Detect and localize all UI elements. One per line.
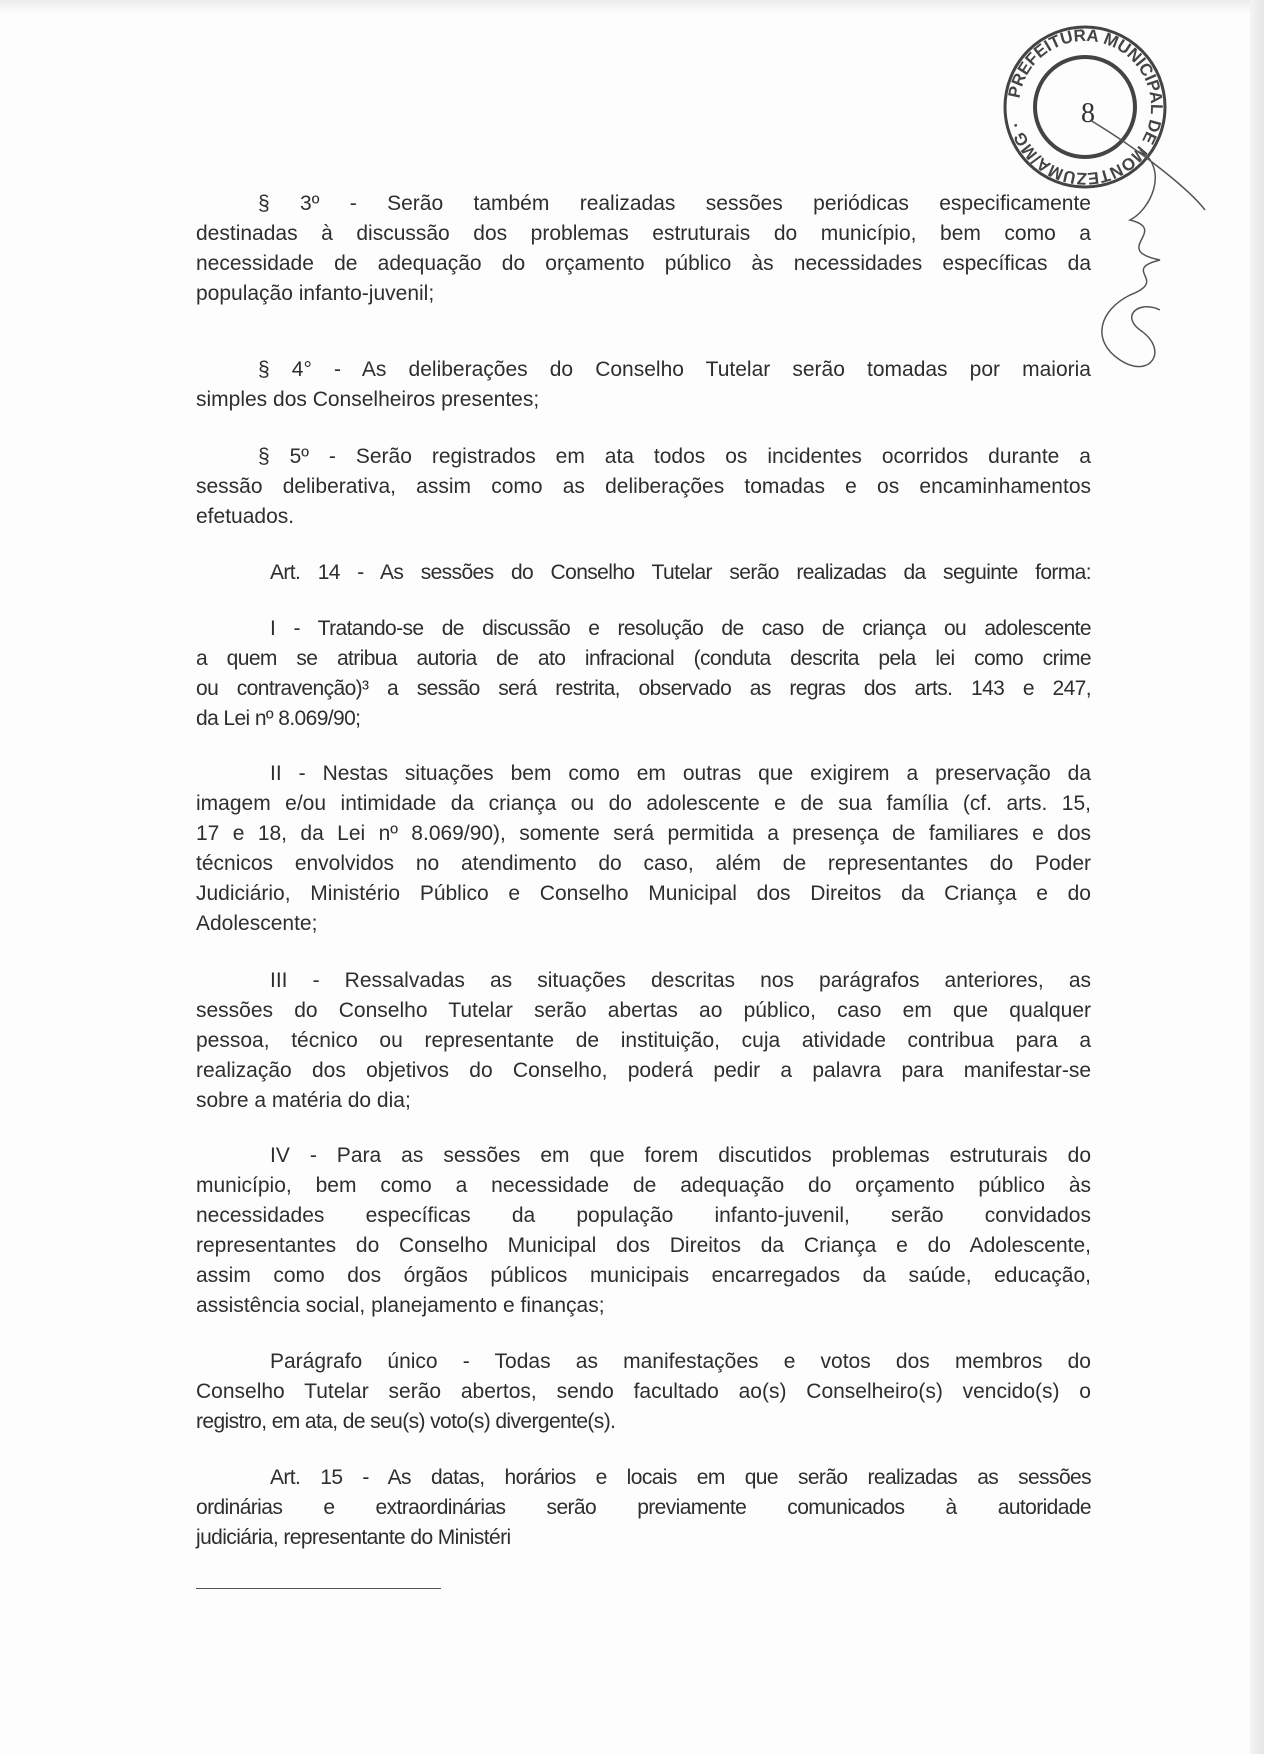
svg-text:PREFEITURA MUNICIPAL DE MONTEZ: PREFEITURA MUNICIPAL DE MONTEZUMA/MG · (1004, 25, 1167, 189)
text-line: representantes do Conselho Municipal dos Direitos da Criança e do Adolescente, (196, 1234, 1091, 1257)
text-line: Adolescente; (196, 912, 318, 935)
text-line: registro, em ata, de seu(s) voto(s) divergente(s). (196, 1410, 616, 1433)
text-line: população infanto-juvenil; (196, 282, 435, 305)
text-line: pessoa, técnico ou representante de instituição, cuja atividade contribua para a (196, 1029, 1091, 1052)
text-line: sobre a matéria do dia; (196, 1089, 411, 1112)
text-line: 17 e 18, da Lei nº 8.069/90), somente será permitida a presença de familiares e dos (196, 822, 1091, 845)
scan-top-edge (0, 0, 1264, 12)
text-line: da Lei nº 8.069/90; (196, 707, 361, 730)
article-15 (196, 1463, 1091, 1553)
text-line: simples dos Conselheiros presentes; (196, 388, 540, 411)
scan-right-edge (1250, 0, 1264, 1754)
text-line: sessão deliberativa, assim como as deliberações tomadas e os encaminhamentos (196, 475, 1091, 498)
text-line: ordinárias e extraordinárias serão previamente comunicados à autoridade (196, 1496, 1091, 1519)
text-line: § 3º - Serão também realizadas sessões periódicas especificamente (258, 192, 1091, 215)
text-line: município, bem como a necessidade de adequação do orçamento público às (196, 1174, 1091, 1197)
text-line: ou contravenção)³ a sessão será restrita, observado as regras dos arts. 143 e 247, (196, 677, 1091, 700)
text-line: Art. 15 - As datas, horários e locais em que serão realizadas as sessões (270, 1466, 1091, 1489)
text-line: Conselho Tutelar serão abertos, sendo facultado ao(s) Conselheiro(s) vencido(s) o (196, 1380, 1091, 1403)
text-line: sessões do Conselho Tutelar serão abertas ao público, caso em que qualquer (196, 999, 1091, 1022)
text-line: judiciária, representante do Ministéri (196, 1526, 511, 1549)
page-number: 8 (1081, 98, 1095, 129)
text-line: IV - Para as sessões em que forem discutidos problemas estruturais do (270, 1144, 1091, 1167)
text-line: necessidade de adequação do orçamento público às necessidades específicas da (196, 252, 1091, 275)
text-line: I - Tratando-se de discussão e resolução de caso de criança ou adolescente (270, 617, 1091, 640)
text-line: técnicos envolvidos no atendimento do caso, além de representantes do Poder (196, 852, 1091, 875)
item-3 (196, 966, 1091, 1116)
item-1 (196, 614, 1091, 734)
paragraph-3 (196, 189, 1091, 309)
handwritten-signature (1080, 110, 1210, 390)
text-line: destinadas à discussão dos problemas estruturais do município, bem como a (196, 222, 1091, 245)
paragraph-4 (196, 355, 1091, 415)
footnote-separator (196, 1588, 441, 1589)
text-line: III - Ressalvadas as situações descritas nos parágrafos anteriores, as (270, 969, 1091, 992)
text-line: § 4° - As deliberações do Conselho Tutelar serão tomadas por maioria (258, 358, 1091, 381)
text-line: efetuados. (196, 505, 295, 528)
sole-paragraph (196, 1347, 1091, 1437)
text-line: II - Nestas situações bem como em outras que exigirem a preservação da (270, 762, 1091, 785)
text-line: § 5º - Serão registrados em ata todos os incidentes ocorridos durante a (258, 445, 1091, 468)
text-line: imagem e/ou intimidade da criança ou do adolescente e de sua família (cf. arts. 15, (196, 792, 1091, 815)
text-line: Art. 14 - As sessões do Conselho Tutelar serão realizadas da seguinte forma: (270, 561, 1091, 584)
item-4 (196, 1141, 1091, 1321)
text-line: assim como dos órgãos públicos municipais encarregados da saúde, educação, (196, 1264, 1091, 1287)
text-line: Parágrafo único - Todas as manifestações e votos dos membros do (270, 1350, 1091, 1373)
item-2 (196, 759, 1091, 939)
article-14 (196, 558, 1091, 588)
paragraph-5 (196, 442, 1091, 532)
text-line: Judiciário, Ministério Público e Conselho Municipal dos Direitos da Criança e do (196, 882, 1091, 905)
text-line: assistência social, planejamento e finanças; (196, 1294, 605, 1317)
text-line: necessidades específicas da população infanto-juvenil, serão convidados (196, 1204, 1091, 1227)
text-line: realização dos objetivos do Conselho, poderá pedir a palavra para manifestar-se (196, 1059, 1091, 1082)
text-line: a quem se atribua autoria de ato infracional (conduta descrita pela lei como crime (196, 647, 1091, 670)
